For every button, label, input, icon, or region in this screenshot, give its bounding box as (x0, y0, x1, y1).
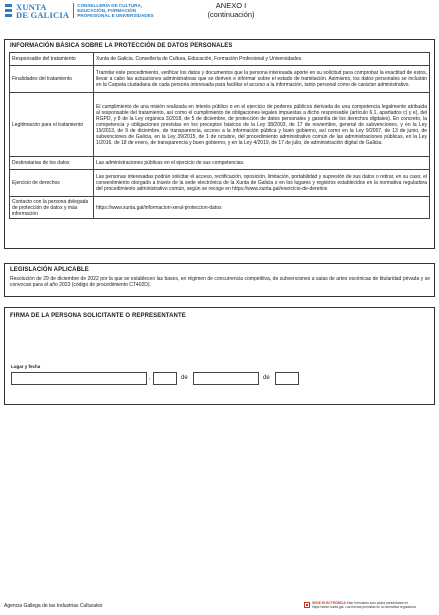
sede-label: SEDE ELECTRÓNICA (312, 601, 346, 605)
xunta-emblem-icon (4, 3, 13, 20)
agency-footer: Agencia Gallega de las Industrias Culturales (4, 603, 103, 609)
sede-electronica-icon (304, 602, 310, 608)
row-label: Destinatarias de los datos (10, 157, 94, 170)
data-protection-section (4, 39, 435, 249)
logo-name: XUNTA DE GALICIA (16, 2, 70, 20)
year-field[interactable] (275, 372, 299, 385)
place-date-label: Lugar y fecha (11, 364, 41, 369)
sede-notice: Este formulario solo podrá presentarse en https://sede.xunta.gal. Las formas previstas en la normativa reguladora (312, 601, 416, 609)
row-value: El cumplimiento de una misión realizada en interés público o en el ejercicio de poderes públicos derivada de una competencia legalmente atribuida al responsable del tratamiento, así como el cumplimiento de obligaciones legales impuestas a dicho responsable (artículo 6.1, apartados c) y e), del RGPD, y 8 de la Ley orgánica 3/2018, de 5 de diciembre, de protección de datos personales y garantía de los derechos digitales). En concreto, la competencia y obligaciones previstas en los preceptos básicos de la Ley 38/2003, de 17 de noviembre, general de subvenciones, y en la Ley 19/2013, de 9 de diciembre, de transparencia, acceso a la información pública y buen gobierno, así como en la Ley 9/2007, de 13 de junio, de subvenciones de Galicia, en la Ley 39/2015, de 1 de octubre, del procedimiento administrativo común de las administraciones públicas, en la Ley 1/2016, de 18 de enero, de transparencia y buen gobierno, y en la Ley 4/2019, de 17 de julio, de administración digital de Galicia. (94, 93, 430, 157)
legislation-title: LEGISLACIÓN APLICABLE (10, 267, 89, 273)
table-row (10, 66, 430, 93)
table-row (10, 197, 430, 219)
de-label-2: de (263, 375, 270, 381)
table-row (10, 170, 430, 197)
table-row (10, 53, 430, 66)
comma-separator: , (149, 375, 151, 381)
row-value: Las personas interesadas podrán solicitar el acceso, rectificación, oposición, limitación, portabilidad y supresión de sus datos o retirar, en su caso, el consentimiento otorgado a través de la sede electrónica de la Xunta de Galicia o en los lugares y registros establecidos en la normativa reguladora del procedimiento administrativo común, según se recoge en https://www.xunta.gal/exercicio-de-dereitos (94, 170, 430, 197)
row-label: Responsable del tratamiento (10, 53, 94, 66)
sede-footer (304, 601, 436, 609)
table-row (10, 157, 430, 170)
signature-title: FIRMA DE LA PERSONA SOLICITANTE O REPRESENTANTE (10, 313, 186, 319)
row-value: Xunta de Galicia. Consellería de Cultura, Educación, Formación Profesional y Universidades. (94, 53, 430, 66)
row-value: https://www.xunta.gal/informacion-xeral-proteccion-datos (94, 197, 430, 219)
logo-department: CONSELLERÍA DE CULTURA, EDUCACIÓN, FORMACIÓN PROFESIONAL E UNIVERSIDADES (73, 3, 154, 18)
row-label: Contacto con la persona delegada de protección de datos y más información (10, 197, 94, 219)
row-value: Tramitar este procedimiento, verificar los datos y documentos que la persona interesada aporte en su solicitud para comprobar la exactitud de estos, llevar a cabo las actuaciones administrativas que se deriven e informar sobre el estado de tramitación. Asimismo, los datos personales se incluirán en la Carpeta ciudadana de cada persona interesada para facilitar el acceso a la información, tanto personal como de carácter administrativo. (94, 66, 430, 93)
page-header (0, 0, 439, 24)
annex-title: ANEXO I (continuación) (207, 1, 255, 19)
row-label: Legitimación para el tratamiento (10, 93, 94, 157)
row-label: Ejercicio de derechos (10, 170, 94, 197)
row-label: Finalidades del tratamiento (10, 66, 94, 93)
place-field[interactable] (11, 372, 147, 385)
table-row (10, 93, 430, 157)
month-field[interactable] (193, 372, 259, 385)
legislation-section (4, 263, 435, 297)
data-protection-table (9, 52, 430, 219)
day-field[interactable] (153, 372, 177, 385)
data-protection-title: INFORMACIÓN BÁSICA SOBRE LA PROTECCIÓN DE DATOS PERSONALES (10, 43, 233, 49)
de-label-1: de (181, 375, 188, 381)
row-value: Las administraciones públicas en el ejercicio de sus competencias. (94, 157, 430, 170)
signature-section (4, 307, 435, 405)
xunta-logo (4, 3, 154, 20)
legislation-text: Resolución de 29 de diciembre de 2022 por la que se establecen las bases, en régimen de concurrencia competitiva, de subvenciones a salas de artes escénicas de titularidad privada y se convocan para el año 2023 (código de procedimiento CT402D). (10, 276, 430, 288)
